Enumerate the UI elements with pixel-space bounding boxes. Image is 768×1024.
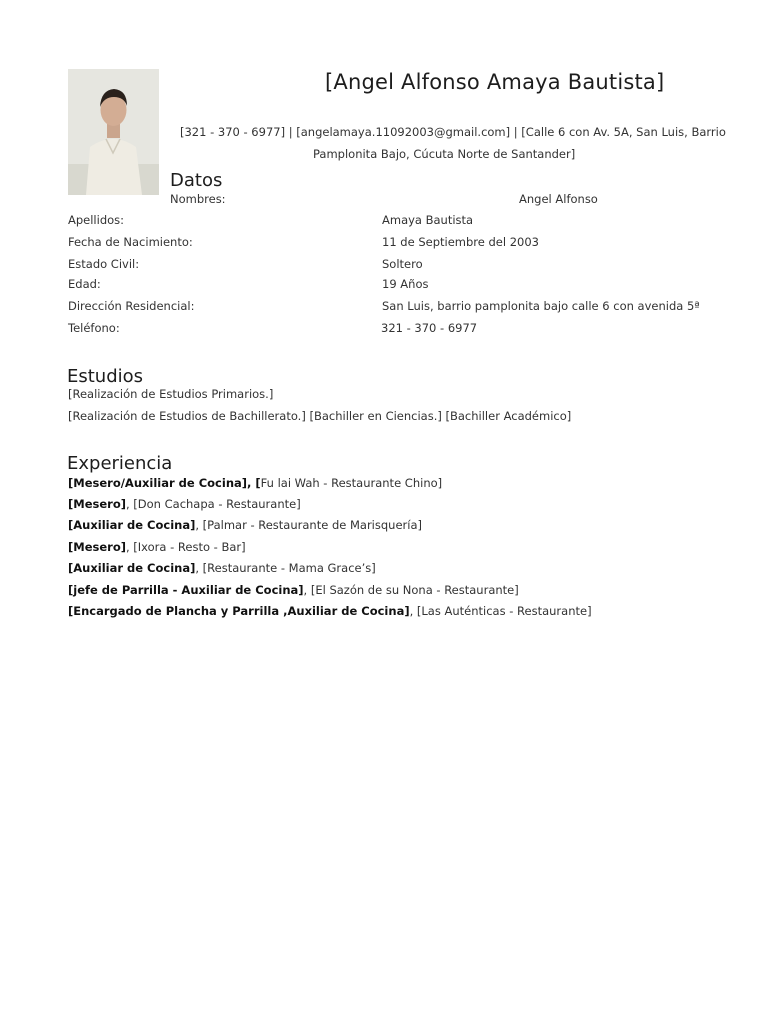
contact-line-1: [321 - 370 - 6977] | [angelamaya.11092003@gmail.com] | [Calle 6 con Av. 5A, San Luis, Barrio	[180, 125, 726, 139]
experiencia-item	[68, 518, 422, 532]
estudios-line-2: [Realización de Estudios de Bachillerato.] [Bachiller en Ciencias.] [Bachiller Académico]	[68, 409, 572, 423]
experiencia-heading: Experiencia	[67, 453, 173, 474]
experiencia-place: , [Restaurante - Mama Grace’s]	[195, 561, 376, 575]
datos-label-edad: Edad:	[68, 277, 101, 291]
experiencia-item	[68, 561, 376, 575]
experiencia-item	[68, 476, 442, 490]
datos-value-apellidos: Amaya Bautista	[382, 213, 474, 227]
datos-value-estado-civil: Soltero	[382, 257, 423, 271]
estudios-line-1: [Realización de Estudios Primarios.]	[68, 387, 274, 401]
experiencia-place: , [El Sazón de su Nona - Restaurante]	[303, 583, 519, 597]
experiencia-item	[68, 540, 246, 554]
datos-label-telefono: Teléfono:	[68, 321, 120, 335]
datos-value-direccion: San Luis, barrio pamplonita bajo calle 6 con avenida 5ª	[382, 299, 700, 313]
candidate-name: [Angel Alfonso Amaya Bautista]	[325, 70, 665, 94]
datos-label-estado-civil: Estado Civil:	[68, 257, 140, 271]
datos-heading: Datos	[170, 170, 223, 191]
contact-line-2: Pamplonita Bajo, Cúcuta Norte de Santander]	[313, 147, 576, 161]
experiencia-role: [Mesero/Auxiliar de Cocina], [	[68, 476, 261, 490]
experiencia-role: [Auxiliar de Cocina]	[68, 561, 196, 575]
datos-value-telefono: 321 - 370 - 6977	[381, 321, 478, 335]
experiencia-place: Fu lai Wah - Restaurante Chino]	[260, 476, 443, 490]
experiencia-place: , [Don Cachapa - Restaurante]	[125, 497, 301, 511]
datos-label-nombres: Nombres:	[170, 192, 226, 206]
datos-value-edad: 19 Años	[382, 277, 429, 291]
datos-value-nombres: Angel Alfonso	[519, 192, 598, 206]
datos-label-apellidos: Apellidos:	[68, 213, 125, 227]
datos-value-fecha-nacimiento: 11 de Septiembre del 2003	[382, 235, 539, 249]
experiencia-role: [Mesero]	[68, 540, 126, 554]
datos-label-direccion: Dirección Residencial:	[68, 299, 195, 313]
experiencia-role: [Auxiliar de Cocina]	[68, 518, 196, 532]
experiencia-role: [Encargado de Plancha y Parrilla ,Auxiliar de Cocina]	[68, 604, 410, 618]
profile-photo	[68, 69, 159, 195]
experiencia-place: , [Ixora - Resto - Bar]	[125, 540, 246, 554]
datos-label-fecha-nacimiento: Fecha de Nacimiento:	[68, 235, 193, 249]
experiencia-place: , [Palmar - Restaurante de Marisquería]	[195, 518, 422, 532]
person-photo-icon	[68, 69, 159, 195]
experiencia-item	[68, 497, 301, 511]
estudios-heading: Estudios	[67, 366, 144, 387]
experiencia-role: [jefe de Parrilla - Auxiliar de Cocina]	[68, 583, 304, 597]
experiencia-item	[68, 583, 519, 597]
experiencia-role: [Mesero]	[68, 497, 126, 511]
experiencia-place: , [Las Auténticas - Restaurante]	[409, 604, 592, 618]
experiencia-item	[68, 604, 592, 618]
